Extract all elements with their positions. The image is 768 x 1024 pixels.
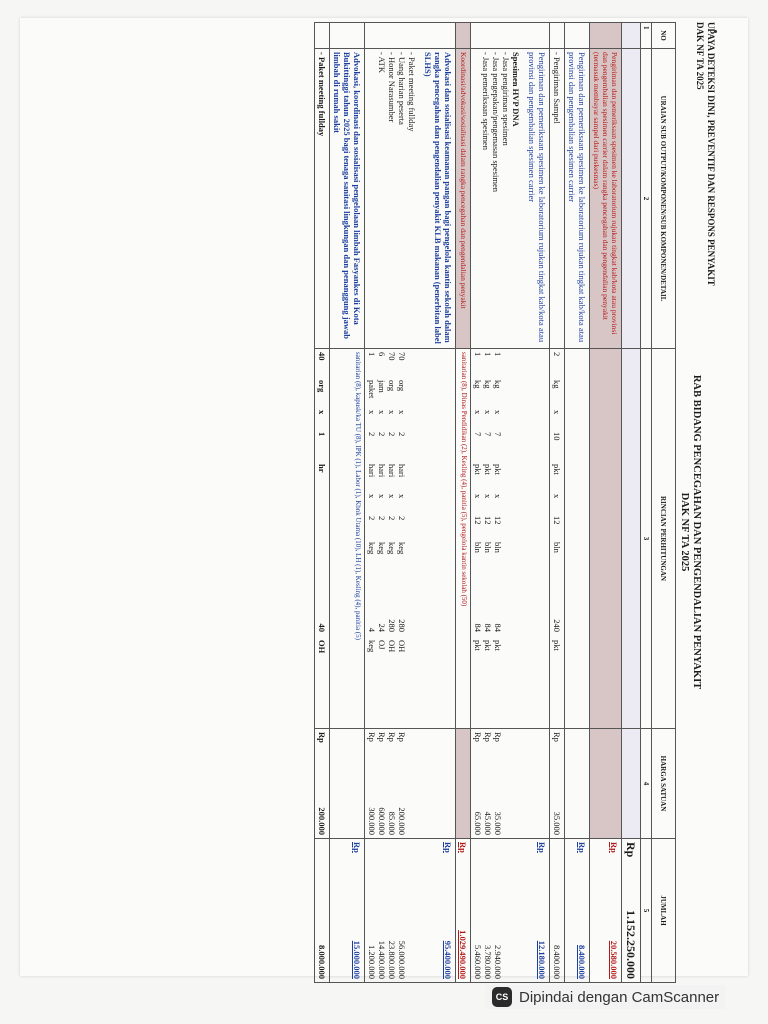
calculation: 6 jam x 2 hari x 2 keg 24 OJ <box>377 352 387 650</box>
amount: 1.200.000 <box>367 945 377 979</box>
unit-price: Rp 200.000 <box>317 732 327 835</box>
col-number: 5 <box>641 839 652 983</box>
subcomponent-description: Advokasi dan sosialisasi keamanan pangan bagi pengelola kantin sekolah dalam rangka pencegahan dan pengendalian penyakit KLB makanan (penerbitan label SLHS) <box>423 52 453 344</box>
participant-note: sanitarian (8), Dinas Pendidikan (2), Kesling (4), panitia (5), pengelola kantin sekolah (50) <box>456 349 471 729</box>
title-line-2: DAK NF TA 2025 <box>679 492 690 572</box>
calculation: 1 kg x 7 pkt x 12 bln 84 pkt <box>473 352 483 651</box>
camscanner-logo-icon: CS <box>492 987 512 1007</box>
col-number: 3 <box>641 349 652 729</box>
detail-description: - Paket meeting fullday <box>315 49 330 349</box>
budget-table <box>314 22 676 983</box>
rotated-document <box>36 22 716 982</box>
amount: 3.780.000 <box>483 945 493 979</box>
col-rincian: RINCIAN PERHITUNGAN <box>652 349 676 729</box>
section-total: Rp 20.580.000 <box>609 842 619 979</box>
calculation: 70 org x 2 hari x 2 keg 280 OH <box>387 352 397 653</box>
col-jumlah: JUMLAH <box>652 839 676 983</box>
detail-description: - ATK <box>377 52 387 74</box>
amount: 23.800.000 <box>387 940 397 979</box>
detail-description: - Jasa pemeriksaan spesimen <box>481 52 491 150</box>
detail-description: - Pengiriman Sampel <box>550 49 565 349</box>
subcomponent-heading: Spesimen HVP DNA <box>511 52 521 127</box>
subcomponent-row <box>330 23 365 983</box>
column-number-row <box>641 23 652 983</box>
unit-price: Rp 300.000 <box>367 732 377 835</box>
document-header <box>694 22 716 286</box>
camscanner-label: Dipindai dengan CamScanner <box>519 988 720 1006</box>
col-number: 1 <box>641 23 652 49</box>
subcomponent-description: Advokasi, koordinasi dan sosialisasi pengelolaan limbah Fasyankes di Kota Bukittinggi tahun 2025 bagi tenaga sanitasi lingkungan dan penanggung jawab limbah di rumah sakit <box>330 49 365 349</box>
header-program: UPAYA DETEKSI DINI, PREVENTIF DAN RESPONS PENYAKIT <box>706 22 716 286</box>
calculation: 70 org x 2 hari x 2 keg 280 OH <box>397 352 407 653</box>
subcomponent-description: Pengiriman dan pemeriksaan spesimen ke laboratorium rujukan tingkat kab/kota atau provinsi dan pengembalian spesimen carrier <box>565 49 590 349</box>
calculation: 2 kg x 10 pkt x 12 bln 240 pkt <box>552 352 562 651</box>
detail-description: - Jasa pengepakan/pengemasan spesimen <box>491 52 501 192</box>
detail-row <box>315 23 330 983</box>
detail-description: - Jasa pengiriman spesimen <box>501 52 511 146</box>
grand-total-row <box>622 23 641 983</box>
detail-description: - Paket meeting fullday <box>407 52 417 132</box>
section-row <box>456 23 471 983</box>
participant-note: sanitarian (8), kapusk/ka TU (8), IPK (1), Labor (1), Kbnk Utama (10), LH (1), Kesling (4), panitia (5) <box>330 349 365 729</box>
unit-price: Rp 45.000 <box>483 732 493 835</box>
section-description: Koordinasi/advokasi/sosialisasi dalam rangka pencegahan dan pengendalian penyakit <box>456 49 471 349</box>
unit-price: Rp 200.000 <box>397 732 407 835</box>
calculation: 1 kg x 7 pkt x 12 bln 84 pkt <box>493 352 503 651</box>
calculation: 1 kg x 7 pkt x 12 bln 84 pkt <box>483 352 493 651</box>
amount: 2.940.000 <box>493 945 503 979</box>
col-no: NO <box>652 23 676 49</box>
calculation: 40 org x 1 hr 40 OH <box>317 352 327 654</box>
subcomponent-total: Rp 95.400.000 <box>443 842 453 979</box>
col-number: 2 <box>641 49 652 349</box>
detail-description: - Uang harian peserta <box>397 52 407 125</box>
detail-row <box>550 23 565 983</box>
calculation: 1 paket x 2 hari x 2 keg 4 keg <box>367 352 377 653</box>
subcomponent-row <box>565 23 590 983</box>
amount: 56.000.000 <box>397 940 407 979</box>
subcomponent-total: Rp 15.000.000 <box>352 842 362 979</box>
subcomponent-total: Rp 8.400.000 <box>577 842 587 979</box>
amount: 8.000.000 <box>315 839 330 983</box>
amount: 14.400.000 <box>377 940 387 979</box>
col-harga: HARGA SATUAN <box>652 729 676 839</box>
subcomponent-total: Rp 12.180.000 <box>537 842 547 979</box>
subcomponent-row <box>471 23 550 983</box>
section-total: Rp 1.029.490.000 <box>458 842 468 979</box>
unit-price: Rp 65.000 <box>473 732 483 835</box>
grand-total: Rp 1.152.250.000 <box>624 842 638 979</box>
camscanner-watermark <box>486 985 725 1009</box>
unit-price: Rp 35.000 <box>552 732 562 835</box>
detail-description: - Honor Narasumber <box>387 52 397 123</box>
document-title <box>678 322 702 742</box>
subcomponent-description: Pengiriman dan pemeriksaan spesimen ke laboratorium rujukan tingkat kab/kota atau provinsi dan pengembalian spesimen carrier <box>527 52 547 343</box>
section-row <box>590 23 622 983</box>
unit-price: Rp 35.000 <box>493 732 503 835</box>
amount: 5.460.000 <box>473 945 483 979</box>
amount: 8.400.000 <box>550 839 565 983</box>
unit-price: Rp 600.000 <box>377 732 387 835</box>
title-line-1: RAB BIDANG PENCEGAHAN DAN PENGENDALIAN PENYAKIT <box>691 374 702 690</box>
table-header-row <box>652 23 676 983</box>
section-description: Pengiriman dan pemeriksaan spesimen ke laboratorium rujukan tingkat kab/kota atau provinsi dan pengembalian spesimen carrier dalam rangka pencegahan dan pengendalian penyakit (termasuk membayar sampel dari puskesmas) <box>590 49 622 349</box>
unit-price: Rp 85.000 <box>387 732 397 835</box>
col-number: 4 <box>641 729 652 839</box>
col-uraian: URAIAN SUB OUTPUT/KOMPONEN/SUB KOMPONEN/DETAIL <box>652 49 676 349</box>
subcomponent-row <box>365 23 456 983</box>
header-fund: DAK NF TA 2025 <box>695 22 705 90</box>
